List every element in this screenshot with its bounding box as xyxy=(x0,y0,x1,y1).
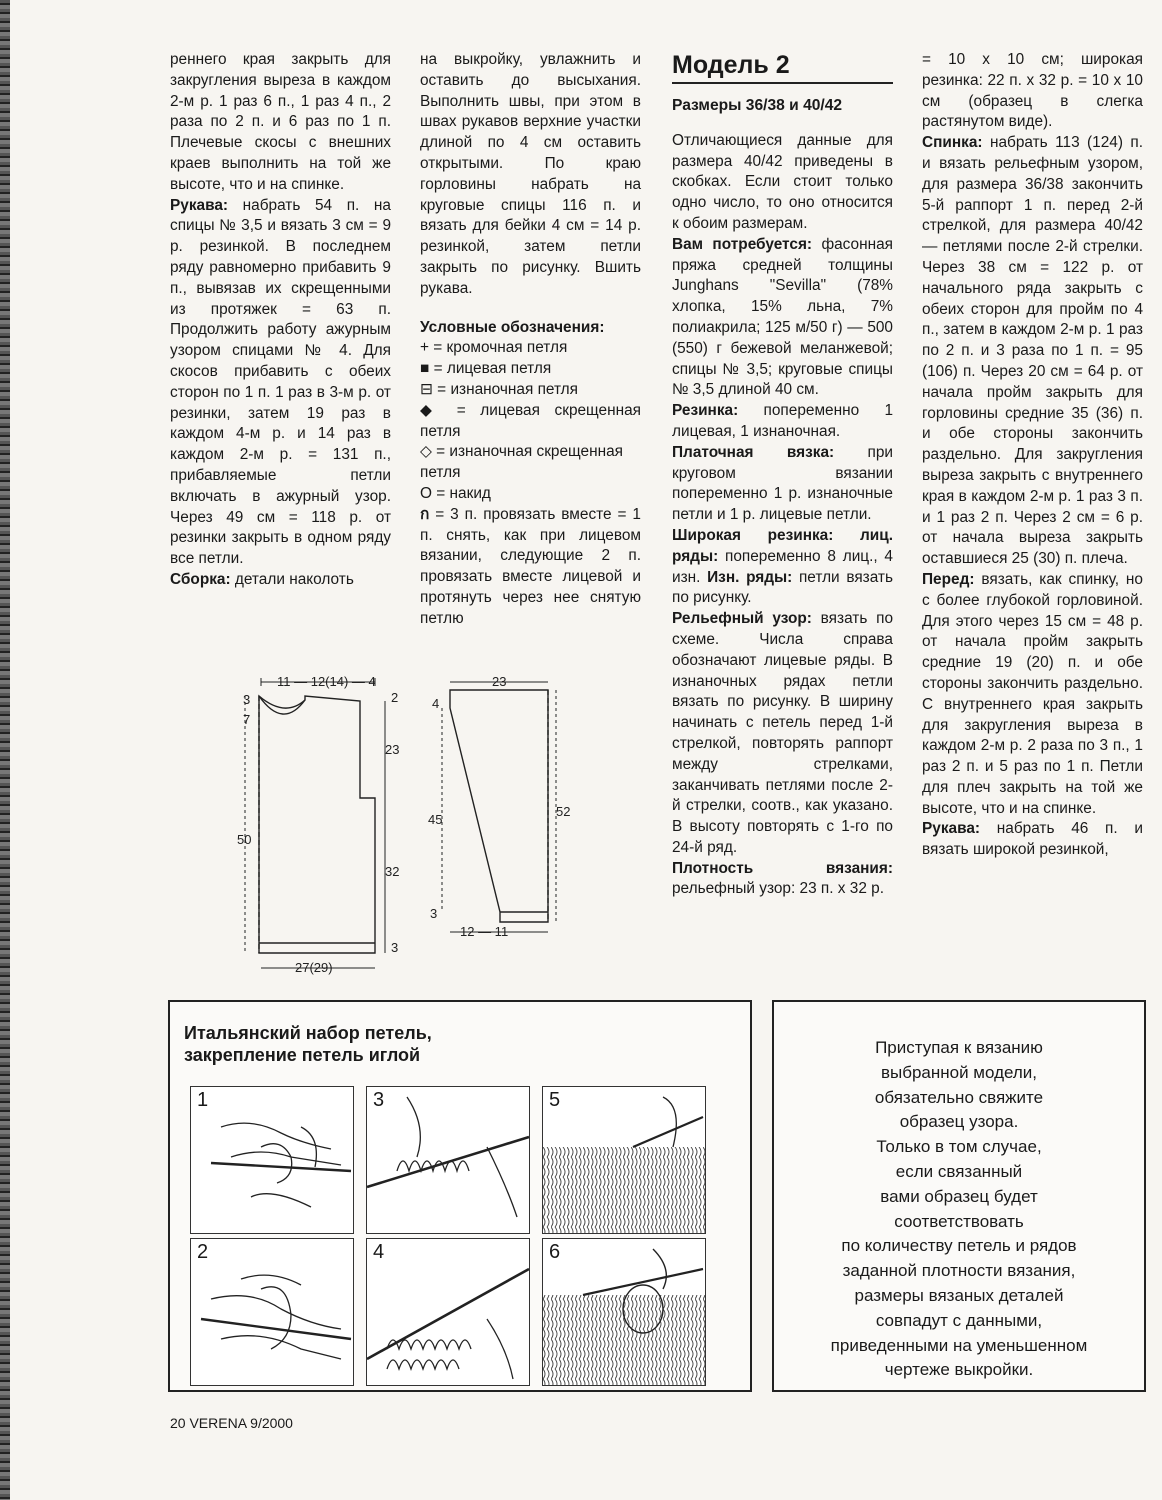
step-number: 6 xyxy=(549,1241,561,1263)
legend-item: ◇ = изнаночная скрещенная петля xyxy=(420,443,623,482)
dim-right-top: 2 xyxy=(391,690,399,705)
text-column-4 xyxy=(922,50,1143,861)
dim-top: 11 — 12(14) — 4 xyxy=(277,674,376,689)
page-footer: 20 VERENA 9/2000 xyxy=(170,1415,293,1431)
hand-casting-on-icon xyxy=(191,1087,353,1233)
step-illustration-2 xyxy=(190,1238,354,1386)
paragraph-wide-rib: Широкая резинка: лиц. ряды: попеременно 8 лиц., 4 изн. Изн. ряды: петли вязать по рисунку. xyxy=(672,526,893,607)
paragraph-rib: Резинка: попеременно 1 лицевая, 1 изнаночная. xyxy=(672,402,893,440)
purl-stitch-symbol-icon: ⊟ xyxy=(420,380,433,398)
step-number: 4 xyxy=(373,1241,385,1263)
paragraph: реннего края закрыть для закругления выреза в каждом 2-м р. 1 раз 6 п., 1 раз 4 п., 2 раза по 2 п. и 6 раз по 1 п. Плечевые скосы с внешних краев выполнить на той же высоте, что и на спинке. xyxy=(170,51,391,193)
paragraph: = 10 х 10 см; широкая резинка: 22 п. х 32 р. = 10 х 10 см (образец в слегка растянутом виде). xyxy=(922,51,1143,131)
crossed-knit-symbol-icon: ◆ xyxy=(420,401,443,419)
needle-loops-icon xyxy=(367,1087,529,1233)
gauge-note-box xyxy=(772,1000,1146,1392)
dim-left-bottom: 3 xyxy=(430,906,438,921)
sizes-heading: Размеры 36/38 и 40/42 xyxy=(672,97,843,114)
needle-rows-icon xyxy=(367,1239,529,1385)
paragraph-sleeves: Рукава: набрать 46 п. и вязать широкой резинкой, xyxy=(922,820,1143,859)
edge-stitch-symbol-icon: + xyxy=(420,339,429,357)
technique-title: Итальянский набор петель, закрепление петель иглой xyxy=(184,1023,432,1065)
body-pattern-diagram xyxy=(225,668,415,978)
step-number: 1 xyxy=(197,1089,209,1111)
model-title: Модель 2 xyxy=(672,50,893,84)
gauge-note-text: Приступая к вязанию выбранной модели, обязательно свяжите образец узора. Только в том случае, если связанный вами образец будет соответствовать по количеству петель и рядов заданной плотности вязания, размеры вязаных деталей совпадут с данными, приведенными на уменьшенном чертеже выкройки. xyxy=(830,1038,1088,1380)
dim-left-second: 7 xyxy=(243,712,251,727)
knitted-fabric-needle-icon xyxy=(543,1087,705,1233)
paragraph-text: набрать 54 п. на спицы № 3,5 и вязать 3 см = 9 р. резинкой. В последнем ряду равномерно прибавить 9 п., вывязав их скрещенными из протяжек = 63 п. Продолжить работу ажурным узором спицами № 4. Для скосов прибавить с обеих сторон по 1 п. 1 раз в 3-м р. от резинки, затем 19 раз в каждом 4-м р. и 14 раз в каждом 2-м р. = 131 п., прибавляемые петли включать в ажурный узор. Через 49 см = 118 р. от резинки закрыть в одном ряду все петли. xyxy=(170,196,391,568)
legend-item: ก = 3 п. провязать вместе = 1 п. снять, как при лицевом вязании, следующие 2 п. провязать вместе лицевой и протянуть через нее снятую петлю xyxy=(420,505,641,627)
paragraph-gauge: Плотность вязания: рельефный узор: 23 п. х 32 р. xyxy=(672,859,893,898)
dim-left-top: 4 xyxy=(432,696,440,711)
dim-left-long: 45 xyxy=(428,812,443,827)
step-illustration-4 xyxy=(366,1238,530,1386)
body-outline xyxy=(259,696,375,953)
paragraph-back: Спинка: набрать 113 (124) п. и вязать рельефным узором, для размера 36/38 закончить 5-й раппорт 1 п. перед 2-й стрелкой, для размера 40/42 — петлями после 2-й стрелки. Через 38 см = 122 р. от начального ряда закрыть с обеих сторон для пройм по 4 п., затем в каждом 2-м р. 1 раз по 2 п. и 3 раза по 1 п. = 95 (106) п. Через 20 см = 64 р. от начала пройм закрыть для горловины средние 35 (36) п. и обе стороны закончить раздельно. Для закругления выреза закрыть с внутреннего края в каждом 2-м р. 1 раз 3 п. и 1 раз 2 п. Через 2 см = 6 р. от начала выреза закрыть оставшиеся 25 (30) п. плеча. xyxy=(922,134,1143,568)
text-column-3 xyxy=(672,50,893,900)
legend-title: Условные обозначения: xyxy=(420,318,605,336)
sleeve-outline xyxy=(450,690,548,922)
technique-box xyxy=(168,1000,752,1392)
step-illustration-5 xyxy=(542,1086,706,1234)
paragraph-assembly xyxy=(170,570,391,591)
paragraph-label: Рукава: xyxy=(170,196,229,214)
crossed-purl-symbol-icon: ◇ xyxy=(420,443,432,461)
dim-right-mid: 23 xyxy=(385,742,400,757)
paragraph-materials: Вам потребуется: фасонная пряжа средней толщины Junghans "Sevilla" (78% хлопка, 15% льна, 7% полиакрила; 125 м/50 г) — 500 (550) г бежевой меланжевой; спицы № 3,5; круговые спицы № 3,5 длиной 40 см. xyxy=(672,235,893,399)
step-number: 5 xyxy=(549,1089,561,1111)
dim-left-long: 50 xyxy=(237,832,252,847)
paragraph-sleeves xyxy=(170,196,391,570)
dim-bottom: 27(29) xyxy=(295,960,333,975)
paragraph: Отличающиеся данные для размера 40/42 приведены в скобках. Если стоит только одно число, то оно относится к обоим размерам. xyxy=(672,131,893,232)
step-illustration-3 xyxy=(366,1086,530,1234)
legend xyxy=(420,338,641,629)
paragraph-front: Перед: вязать, как спинку, но с более глубокой горловиной. Для этого через 15 см = 48 р. от начала пройм закрыть средние 19 (20) п. и обе стороны закончить раздельно. С внутреннего края закрыть для закругления выреза в каждом 2-м р. 2 раза по 3 п., 1 раз 2 п. и 5 раз по 1 п. Петли для плеч закрыть на той же высоте, что и на спинке. xyxy=(922,570,1143,817)
step-number: 3 xyxy=(373,1089,385,1111)
yarn-over-symbol-icon: O xyxy=(420,484,432,502)
dim-right-long: 52 xyxy=(556,804,571,819)
text-column-1 xyxy=(170,50,391,591)
step-illustration-6 xyxy=(542,1238,706,1386)
decrease-symbol-icon: ก xyxy=(420,505,430,523)
legend-item: ◆ = лицевая скрещенная петля xyxy=(420,401,642,440)
dim-bottom-right: 3 xyxy=(391,940,399,955)
dim-left-top: 3 xyxy=(243,692,251,707)
text-column-2 xyxy=(420,50,641,630)
legend-item: ⊟ = изнаночная петля xyxy=(420,380,578,398)
hand-yarn-wrap-icon xyxy=(191,1239,353,1385)
dim-top: 23 xyxy=(492,674,507,689)
sleeve-pattern-diagram xyxy=(420,668,580,948)
step-number: 2 xyxy=(197,1241,209,1263)
dim-bottom: 12 — 11 xyxy=(460,924,509,939)
paragraph-garter: Платочная вязка: при круговом вязании попеременно 1 р. изнаночные петли и 1 р. лицевые петли. xyxy=(672,443,893,524)
paragraph-label: Сборка: xyxy=(170,570,231,588)
dim-right-low: 32 xyxy=(385,864,400,879)
knit-stitch-symbol-icon: ■ xyxy=(420,360,430,378)
legend-item: + = кромочная петля xyxy=(420,339,568,357)
paragraph-text: детали наколоть xyxy=(230,570,354,588)
page-spine xyxy=(0,0,10,1500)
paragraph-relief: Рельефный узор: вязать по схеме. Числа справа обозначают лицевые ряды. В изнаночных рядах петли вязать по рисунку. В ширину начинать с петель перед 1-й стрелкой, повторять раппорт между стрелками, заканчивать петлями после 2-й стрелки, соотв., как указано. В высоту повторять с 1-го по 24-й ряд. xyxy=(672,610,893,856)
legend-item: O = накид xyxy=(420,484,491,502)
step-illustration-1 xyxy=(190,1086,354,1234)
knitted-fabric-loop-icon xyxy=(543,1239,705,1385)
paragraph: на выкройку, увлажнить и оставить до высыхания. Выполнить швы, при этом в швах рукавов верхние участки длиной по 4 см оставить открытыми. По краю горловины набрать на круговые спицы 116 п. и вязать для бейки 4 см = 14 р. резинкой, затем петли закрыть по рисунку. Вшить рукава. xyxy=(420,51,641,297)
legend-item: ■ = лицевая петля xyxy=(420,360,552,378)
